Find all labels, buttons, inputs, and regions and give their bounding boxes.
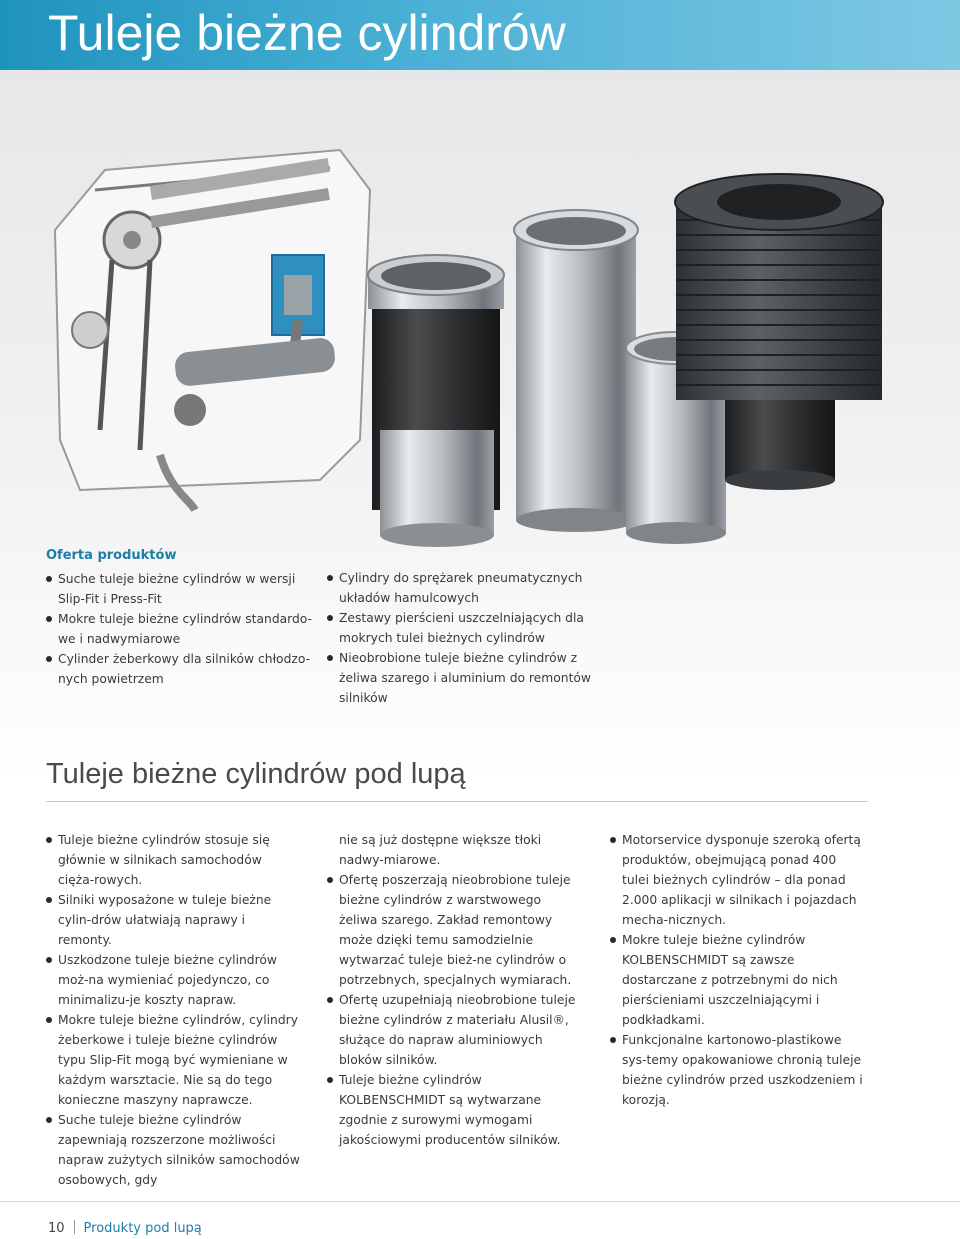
list-item: Suche tuleje bieżne cylindrów zapewniają rozszerzone możliwości napraw zużytych silników samochodów osobowych, gdy bbox=[46, 1110, 300, 1190]
footer-divider bbox=[0, 1201, 960, 1202]
list-item: Tuleje bieżne cylindrów KOLBENSCHMIDT są wytwarzane zgodnie z surowymi wymogami jakościowymi producentów silników. bbox=[327, 1070, 581, 1150]
product-offer-left bbox=[46, 548, 316, 689]
list-item: Nieobrobione tuleje bieżne cylindrów z żeliwa szarego i aluminium do remontów silników bbox=[327, 648, 607, 708]
list-item: Ofertę uzupełniają nieobrobione tuleje bieżne cylindrów z materiału Alusil®, służące do napraw aluminiowych bloków silników. bbox=[327, 990, 581, 1070]
wet-liner-dark-illustration bbox=[368, 255, 504, 547]
list-item: Funkcjonalne kartonowo-plastikowe sys-temy opakowaniowe chronią tuleje bieżne cylindrów przed uszkodzeniem i korozją. bbox=[610, 1030, 864, 1110]
dry-liner-tall-illustration bbox=[514, 210, 638, 532]
list-item: Tuleje bieżne cylindrów stosuje się głównie w silnikach samochodów cięża-rowych. bbox=[46, 830, 300, 890]
list-item: Motorservice dysponuje szeroką ofertą produktów, obejmującą ponad 400 tulei bieżnych cylindrów – dla ponad 2.000 aplikacji w silnikach i pojazdach mecha-nicznych. bbox=[610, 830, 864, 930]
text-column-2 bbox=[327, 830, 581, 1150]
offer-list-left bbox=[46, 569, 316, 689]
page-number: 10 bbox=[48, 1221, 65, 1236]
offer-heading: Oferta produktów bbox=[46, 548, 177, 563]
header-bar bbox=[0, 0, 960, 70]
section-divider bbox=[46, 801, 868, 802]
text-column-1 bbox=[46, 830, 300, 1190]
section-title: Tuleje bieżne cylindrów pod lupą bbox=[46, 758, 466, 790]
hero-image bbox=[0, 110, 960, 550]
list-item: Zestawy pierścieni uszczelniających dla mokrych tulei bieżnych cylindrów bbox=[327, 608, 607, 648]
list-item: Suche tuleje bieżne cylindrów w wersji Slip-Fit i Press-Fit bbox=[46, 569, 316, 609]
list-item: Mokre tuleje bieżne cylindrów KOLBENSCHMIDT są zawsze dostarczane z potrzebnymi do nich pierścieniami uszczelniającymi i podkładkami. bbox=[610, 930, 864, 1030]
footer-section-name: Produkty pod lupą bbox=[83, 1221, 202, 1236]
bullet-list bbox=[46, 830, 300, 1190]
continued-text: nie są już dostępne większe tłoki nadwy-miarowe. bbox=[339, 833, 542, 867]
list-item: Cylinder żeberkowy dla silników chłodzo-nych powietrzem bbox=[46, 649, 316, 689]
list-item: Cylindry do sprężarek pneumatycznych układów hamulcowych bbox=[327, 568, 607, 608]
bullet-list bbox=[610, 830, 864, 1110]
list-item: Silniki wyposażone w tuleje bieżne cylin-drów ułatwiają naprawy i remonty. bbox=[46, 890, 300, 950]
product-offer-right bbox=[327, 568, 607, 708]
list-item: Mokre tuleje bieżne cylindrów, cylindry żeberkowe i tuleje bieżne cylindrów typu Slip-Fit mogą być wymieniane w każdym warsztacie. Nie są do tego konieczne maszyny naprawcze. bbox=[46, 1010, 300, 1110]
page-title: Tuleje bieżne cylindrów bbox=[48, 5, 566, 61]
page-footer bbox=[48, 1220, 202, 1236]
list-item: Ofertę poszerzają nieobrobione tuleje bieżne cylindrów z warstwowego żeliwa szarego. Zakład remontowy może dzięki temu samodzielnie wytwarzać tuleje bież-ne cylindrów o potrzebnych, specjalnych wymiarach. bbox=[327, 870, 581, 990]
list-item: Mokre tuleje bieżne cylindrów standardo-we i nadwymiarowe bbox=[46, 609, 316, 649]
engine-block-illustration bbox=[55, 150, 370, 510]
engine-and-liners-illustration bbox=[0, 110, 960, 550]
list-item: Uszkodzone tuleje bieżne cylindrów moż-na wymieniać pojedynczo, co minimalizu-je koszty napraw. bbox=[46, 950, 300, 1010]
offer-list-right bbox=[327, 568, 607, 708]
bullet-list bbox=[327, 870, 581, 1150]
footer-separator bbox=[74, 1220, 75, 1234]
text-column-3 bbox=[610, 830, 864, 1110]
